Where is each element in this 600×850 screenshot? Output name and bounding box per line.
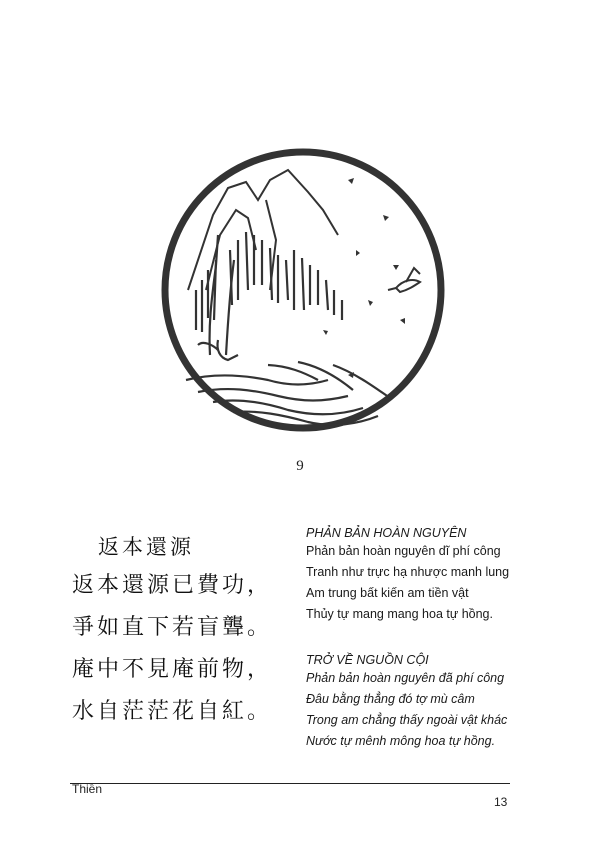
translation-line: Đâu bằng thẳng đó tợ mù câm: [306, 692, 475, 706]
transliteration-line: Phản bản hoàn nguyên dĩ phí công: [306, 544, 501, 558]
translation-heading: TRỞ VỀ NGUỒN CỘI: [306, 653, 429, 667]
chinese-poem-line: 庵中不見庵前物，: [72, 657, 273, 682]
chinese-poem-line: 返本還源已費功，: [72, 573, 273, 598]
transliteration-line: Am trung bất kiến am tiền vật: [306, 586, 469, 600]
translation-block: [306, 652, 596, 752]
transliteration-block: [306, 525, 596, 625]
bird-icon: [388, 268, 420, 292]
illustration-number: 9: [296, 458, 304, 474]
transliteration-line: Thủy tự mang mang hoa tự hồng.: [306, 607, 493, 621]
translation-line: Nước tự mênh mông hoa tự hồng.: [306, 734, 496, 748]
chinese-poem-line: 爭如直下若盲聾。: [72, 615, 273, 640]
willow-tree-icon: [196, 232, 342, 360]
footer-book-title: Thiền: [72, 782, 103, 796]
willow-river-illustration: [158, 140, 448, 440]
chinese-poem: [72, 575, 272, 743]
page-number: 13: [494, 795, 508, 809]
translation-line: Phản bản hoàn nguyên đã phí công: [306, 671, 505, 685]
footer-divider: [70, 783, 510, 784]
transliteration-heading: PHẢN BẢN HOÀN NGUYÊN: [306, 526, 467, 540]
falling-leaves-icon: [323, 178, 405, 378]
translation-line: Trong am chẳng thấy ngoài vật khác: [306, 713, 508, 727]
chinese-poem-title: 返本還源: [98, 535, 194, 559]
transliteration-line: Tranh như trực hạ nhược manh lung: [306, 565, 510, 579]
chinese-poem-line: 水自茫茫花自紅。: [72, 699, 273, 724]
